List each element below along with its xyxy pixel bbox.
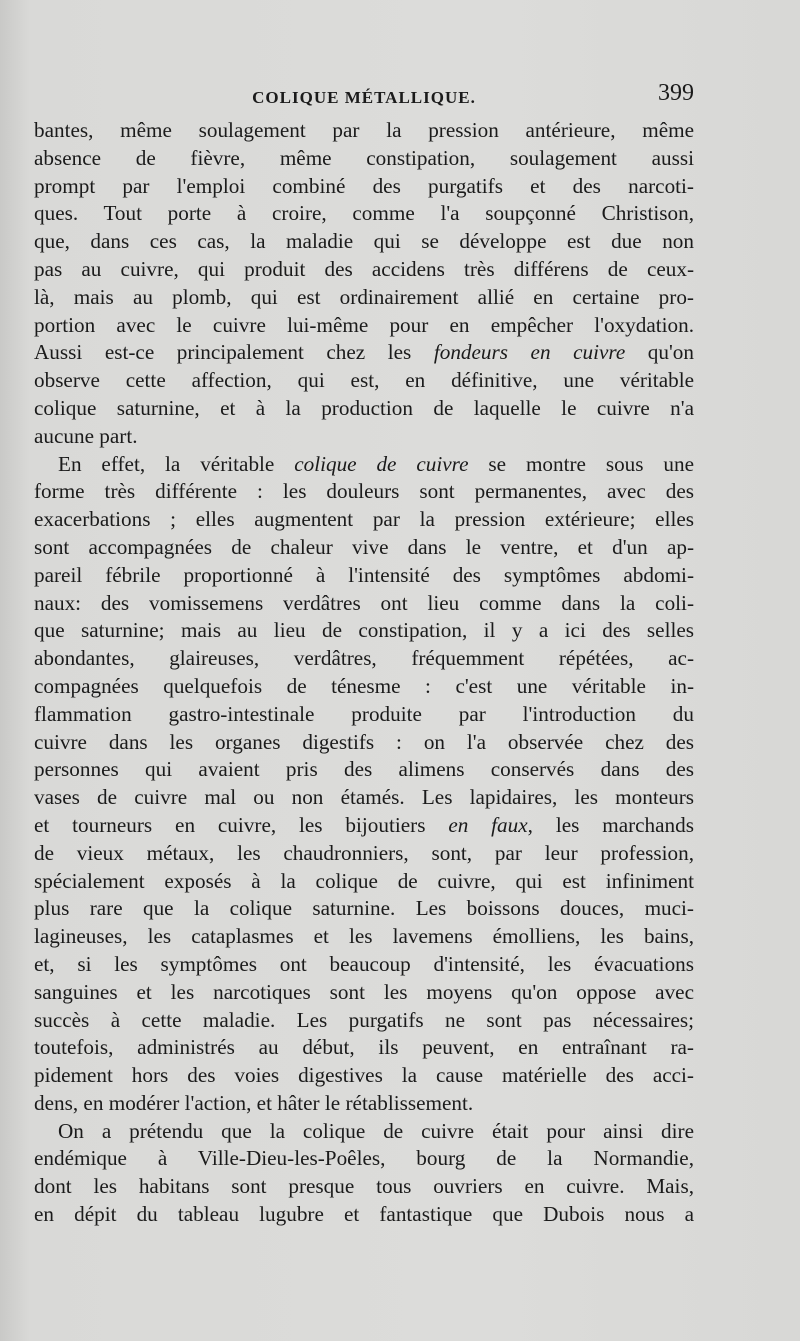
- text-line: que saturnine; mais au lieu de constipation, il y a ici des selles: [34, 618, 694, 643]
- text-line: cuivre dans les organes digestifs : on l'a observée chez des: [34, 729, 694, 754]
- text-line: prompt par l'emploi combiné des purgatifs et des narcoti-: [34, 173, 694, 198]
- italic-phrase: colique de cuivre: [294, 451, 469, 476]
- body-text: [34, 117, 694, 1229]
- text-line: naux: des vomissemens verdâtres ont lieu comme dans la coli-: [34, 590, 694, 615]
- page-number: 399: [658, 80, 694, 106]
- text-line: de vieux métaux, les chaudronniers, sont, par leur profession,: [34, 840, 694, 865]
- text-line: sanguines et les narcotiques sont les moyens qu'on oppose avec: [34, 979, 694, 1004]
- page-header: [34, 80, 694, 120]
- text-line: lagineuses, les cataplasmes et les lavemens émolliens, les bains,: [34, 924, 694, 949]
- text-line: spécialement exposés à la colique de cuivre, qui est infiniment: [34, 868, 694, 893]
- italic-phrase: fondeurs en cuivre: [433, 340, 626, 365]
- text-line: abondantes, glaireuses, verdâtres, fréquemment répétées, ac-: [34, 646, 694, 671]
- italic-phrase: en faux: [448, 812, 528, 837]
- text-line: que, dans ces cas, la maladie qui se développe est due non: [34, 229, 694, 254]
- text-line: sont accompagnées de chaleur vive dans le ventre, et d'un ap-: [34, 534, 694, 559]
- text-line: ques. Tout porte à croire, comme l'a soupçonné Christison,: [34, 201, 694, 226]
- text-line: et tourneurs en cuivre, les bijoutiers en faux, les marchands: [34, 812, 694, 837]
- text-line: pareil fébrile proportionné à l'intensité des symptômes abdomi-: [34, 562, 694, 587]
- running-title: COLIQUE MÉTALLIQUE.: [252, 88, 476, 107]
- text-line: pidement hors des voies digestives la cause matérielle des acci-: [34, 1063, 694, 1088]
- text-line: observe cette affection, qui est, en définitive, une véritable: [34, 368, 694, 393]
- text-line: et, si les symptômes ont beaucoup d'intensité, les évacuations: [34, 951, 694, 976]
- text-line: plus rare que la colique saturnine. Les boissons douces, muci-: [34, 896, 694, 921]
- text-line: exacerbations ; elles augmentent par la pression extérieure; elles: [34, 507, 694, 532]
- text-line: vases de cuivre mal ou non étamés. Les lapidaires, les monteurs: [34, 785, 694, 810]
- text-line: endémique à Ville-Dieu-les-Poêles, bourg de la Normandie,: [34, 1146, 694, 1171]
- text-line: bantes, même soulagement par la pression antérieure, même: [34, 118, 694, 142]
- text-line: aucune part.: [34, 423, 138, 448]
- text-line: succès à cette maladie. Les purgatifs ne sont pas nécessaires;: [34, 1007, 694, 1032]
- text-line: flammation gastro-intestinale produite par l'introduction du: [34, 701, 694, 726]
- text-line: portion avec le cuivre lui-même pour en empêcher l'oxydation.: [34, 312, 694, 337]
- text-line: dont les habitans sont presque tous ouvriers en cuivre. Mais,: [34, 1174, 694, 1199]
- text-line: personnes qui avaient pris des alimens conservés dans des: [34, 757, 694, 782]
- text-line: dens, en modérer l'action, et hâter le rétablissement.: [34, 1090, 474, 1115]
- text-line: là, mais au plomb, qui est ordinairement allié en certaine pro-: [34, 284, 694, 309]
- text-line: En effet, la véritable colique de cuivre se montre sous une: [58, 451, 694, 476]
- text-line: en dépit du tableau lugubre et fantastique que Dubois nous a: [34, 1202, 694, 1227]
- text-line: On a prétendu que la colique de cuivre était pour ainsi dire: [58, 1118, 694, 1143]
- text-line: pas au cuivre, qui produit des accidens très différens de ceux-: [34, 256, 694, 281]
- text-line: compagnées quelquefois de ténesme : c'est une véritable in-: [34, 673, 694, 698]
- text-line: colique saturnine, et à la production de laquelle le cuivre n'a: [34, 395, 694, 420]
- text-line: forme très différente : les douleurs sont permanentes, avec des: [34, 479, 694, 504]
- text-line: absence de fièvre, même constipation, soulagement aussi: [34, 145, 694, 170]
- text-line: toutefois, administrés au début, ils peuvent, en entraînant ra-: [34, 1035, 694, 1060]
- text-line: Aussi est-ce principalement chez les fondeurs en cuivre qu'on: [34, 340, 694, 365]
